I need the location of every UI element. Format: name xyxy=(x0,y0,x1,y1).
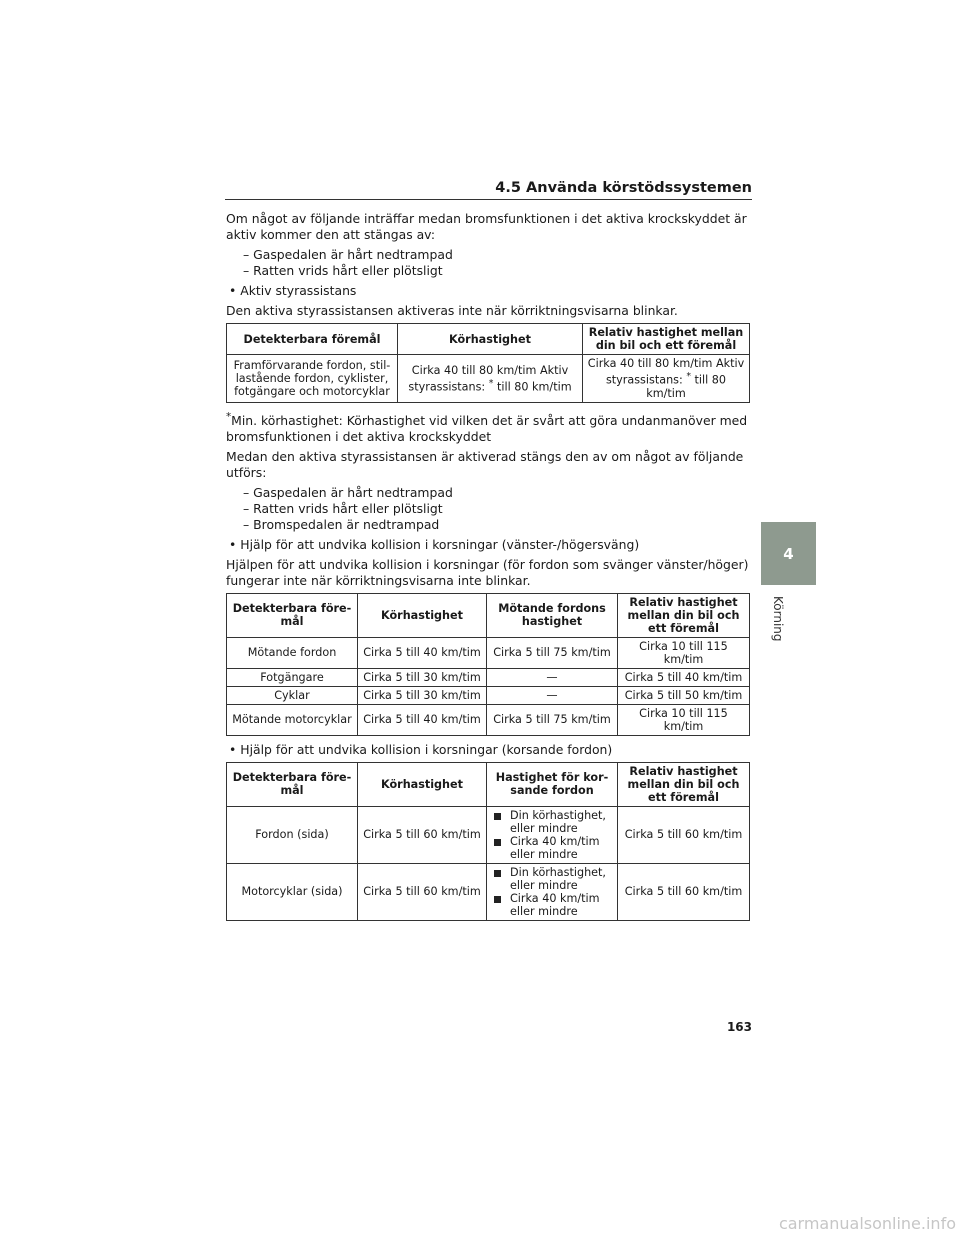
table-cell: Cirka 5 till 40 km/tim xyxy=(618,668,750,686)
list-item: – Bromspedalen är nedtrampad xyxy=(243,516,440,532)
table-row xyxy=(227,863,750,920)
table-cell xyxy=(487,806,618,863)
table-cell xyxy=(487,863,618,920)
bullet-turn-assist: • Hjälp för att undvika kollision i korsningar (vänster-/högersväng) xyxy=(229,536,640,552)
table-cell: Cirka 10 till 115 km/tim xyxy=(618,704,750,735)
deactivation-list xyxy=(226,485,752,533)
chapter-number: 4 xyxy=(783,544,794,563)
section-title: 4.5 Använda körstödssystemen xyxy=(495,180,752,196)
table-header: Relativ hastighet mellan din bil och ett föremål xyxy=(618,593,750,637)
square-bullet-icon xyxy=(494,813,501,820)
list-item: – Ratten vrids hårt eller plötsligt xyxy=(243,500,443,516)
table-row xyxy=(227,637,750,668)
table-header: Hastighet för kor-sande fordon xyxy=(487,762,618,806)
table-header-row xyxy=(227,762,750,806)
table-header: Körhastighet xyxy=(358,593,487,637)
turn-assist-text: Hjälpen för att undvika kollision i korsningar (för fordon som svänger vänster/höger) fungerar inte när körriktningsvisarna inte blinkar. xyxy=(226,556,749,588)
table-cell: — xyxy=(487,668,618,686)
table-cell: Cirka 5 till 40 km/tim xyxy=(358,637,487,668)
square-bullet-icon xyxy=(494,870,501,877)
list-item: – Ratten vrids hårt eller plötsligt xyxy=(243,263,443,278)
header-rule xyxy=(225,199,752,200)
table-cell: Cirka 5 till 30 km/tim xyxy=(358,686,487,704)
table-cell: Mötande fordon xyxy=(227,637,358,668)
list-item: Din körhastighet, eller mindre xyxy=(490,809,614,835)
list-item: Din körhastighet, eller mindre xyxy=(490,866,614,892)
table-cell: Cirka 5 till 60 km/tim xyxy=(358,806,487,863)
table-cell: Cirka 40 till 80 km/tim Aktiv styrassistans: * till 80 km/tim xyxy=(398,355,583,403)
list-item: Cirka 40 km/tim eller mindre xyxy=(490,892,614,918)
table-cell: Cirka 5 till 50 km/tim xyxy=(618,686,750,704)
table-row xyxy=(227,686,750,704)
watermark: carmanualsonline.info xyxy=(778,1214,956,1233)
table-cell: Motorcyklar (sida) xyxy=(227,863,358,920)
table-row xyxy=(227,806,750,863)
table-cell: — xyxy=(487,686,618,704)
crossing-speed-list xyxy=(490,866,614,918)
table-header: Mötande fordons hastighet xyxy=(487,593,618,637)
table-row xyxy=(227,704,750,735)
footnote: *Min. körhastighet: Körhastighet vid vilken det är svårt att göra undanmanöver med bromsfunktionen i det aktiva krockskyddet xyxy=(226,410,748,444)
table-row xyxy=(227,668,750,686)
table-cell: Cirka 40 till 80 km/tim Aktiv styrassistans: * till 80 km/tim xyxy=(583,355,750,403)
deactivation-text: Medan den aktiva styrassistansen är aktiverad stängs den av om något av följande utförs: xyxy=(226,448,744,480)
table-header: Detekterbara före-mål xyxy=(227,762,358,806)
table-cell: Cirka 5 till 75 km/tim xyxy=(487,704,618,735)
table-header: Körhastighet xyxy=(358,762,487,806)
table-cell: Cirka 5 till 75 km/tim xyxy=(487,637,618,668)
table-cell: Fotgängare xyxy=(227,668,358,686)
table-cell: Cirka 5 till 40 km/tim xyxy=(358,704,487,735)
square-bullet-icon xyxy=(494,896,501,903)
table-cell: Cyklar xyxy=(227,686,358,704)
crossing-speed-list xyxy=(490,809,614,861)
intro-list xyxy=(226,247,752,279)
table-header: Relativ hastighet mellan din bil och ett föremål xyxy=(618,762,750,806)
table-header-row xyxy=(227,324,750,355)
table-cell: Cirka 5 till 60 km/tim xyxy=(618,806,750,863)
table-cell: Cirka 10 till 115 km/tim xyxy=(618,637,750,668)
table-header: Detekterbara föremål xyxy=(227,324,398,355)
table-header: Körhastighet xyxy=(398,324,583,355)
page-content xyxy=(226,211,752,927)
table-cell: Framförvarande fordon, stil-lastående fordon, cyklister, fotgängare och motorcyklar xyxy=(227,355,398,403)
bullet-active-steering: • Aktiv styrassistans xyxy=(229,283,357,298)
table-header: Detekterbara före-mål xyxy=(227,593,358,637)
intro-text: Om något av följande inträffar medan bromsfunktionen i det aktiva krockskyddet är aktiv kommer den att stängas av: xyxy=(226,211,747,242)
crossing-assist-table xyxy=(226,762,750,921)
turn-assist-table xyxy=(226,593,750,736)
active-steering-table xyxy=(226,323,750,403)
list-item: – Gaspedalen är hårt nedtrampad xyxy=(243,484,453,500)
table-header: Relativ hastighet mellan din bil och ett föremål xyxy=(583,324,750,355)
active-steering-text: Den aktiva styrassistansen aktiveras inte när körriktningsvisarna blinkar. xyxy=(226,303,678,318)
list-item: – Gaspedalen är hårt nedtrampad xyxy=(243,247,453,262)
square-bullet-icon xyxy=(494,839,501,846)
table-cell: Fordon (sida) xyxy=(227,806,358,863)
chapter-tab[interactable] xyxy=(761,522,816,585)
table-row xyxy=(227,355,750,403)
chapter-label: Körning xyxy=(771,596,785,642)
table-cell: Cirka 5 till 60 km/tim xyxy=(358,863,487,920)
table-cell: Cirka 5 till 30 km/tim xyxy=(358,668,487,686)
page-number: 163 xyxy=(726,1020,752,1034)
table-header-row xyxy=(227,593,750,637)
bullet-crossing-assist: • Hjälp för att undvika kollision i korsningar (korsande fordon) xyxy=(229,741,613,757)
table-cell: Mötande motorcyklar xyxy=(227,704,358,735)
table-cell: Cirka 5 till 60 km/tim xyxy=(618,863,750,920)
list-item: Cirka 40 km/tim eller mindre xyxy=(490,835,614,861)
